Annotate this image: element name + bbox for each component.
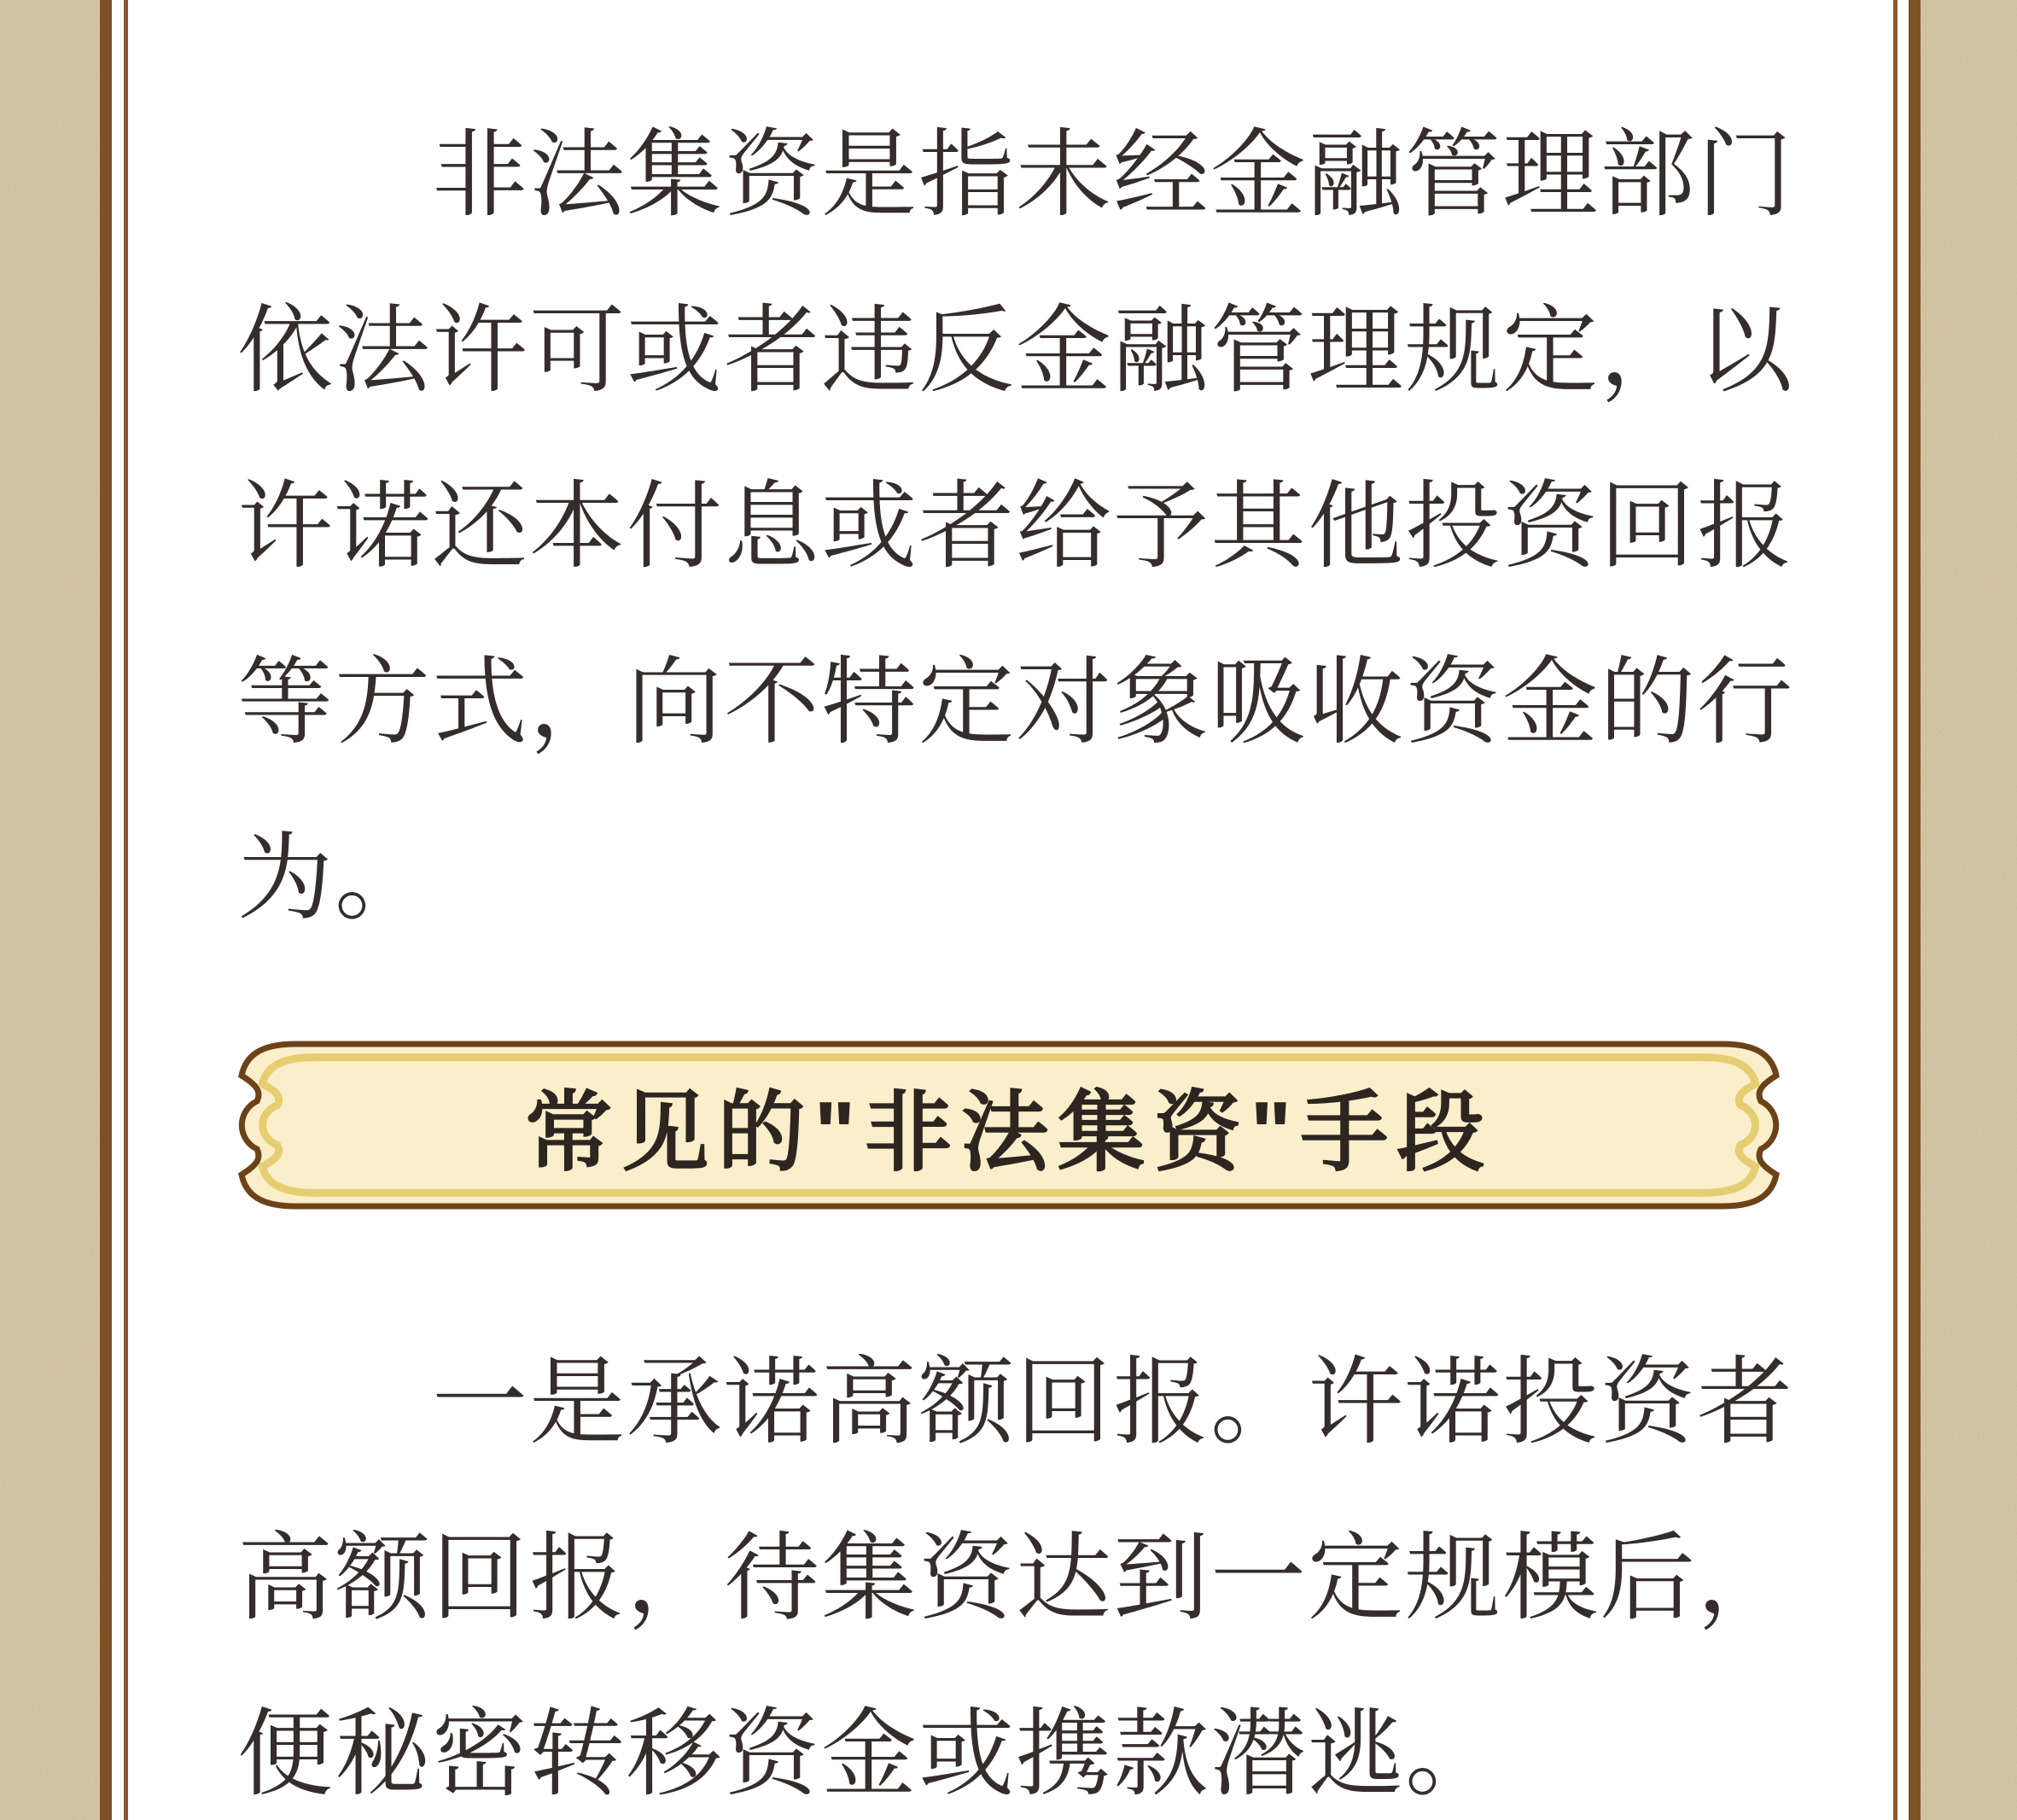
left-frame-line [124, 0, 128, 1820]
paragraph-definition [237, 87, 1794, 966]
left-paper-texture [0, 0, 100, 1820]
banner-title: 常见的"非法集资"手段 [524, 1083, 1494, 1181]
text-line: 非法集资是指未经金融管理部门 [432, 121, 1794, 228]
text-line: 等方式，向不特定对象吸收资金的行 [237, 649, 1794, 755]
paper-grain-left [0, 0, 100, 1820]
right-frame-line [1893, 0, 1897, 1820]
text-line: 便秘密转移资金或携款潜逃。 [237, 1700, 1502, 1807]
text-line: 依法许可或者违反金融管理规定，以 [237, 297, 1794, 404]
right-frame-bar [1909, 0, 1921, 1820]
section-banner-plaque [219, 1038, 1799, 1212]
paper-grain-right [1920, 0, 2017, 1820]
text-line: 为。 [237, 825, 432, 931]
paragraph-method-one [237, 1315, 1794, 1820]
text-line: 许诺还本付息或者给予其他投资回报 [237, 473, 1794, 580]
text-line: 一是承诺高额回报。许诺投资者 [432, 1349, 1794, 1455]
text-line: 高额回报，待集资达到一定规模后， [237, 1525, 1794, 1631]
left-frame-bar [100, 0, 112, 1820]
right-paper-texture [1920, 0, 2017, 1820]
